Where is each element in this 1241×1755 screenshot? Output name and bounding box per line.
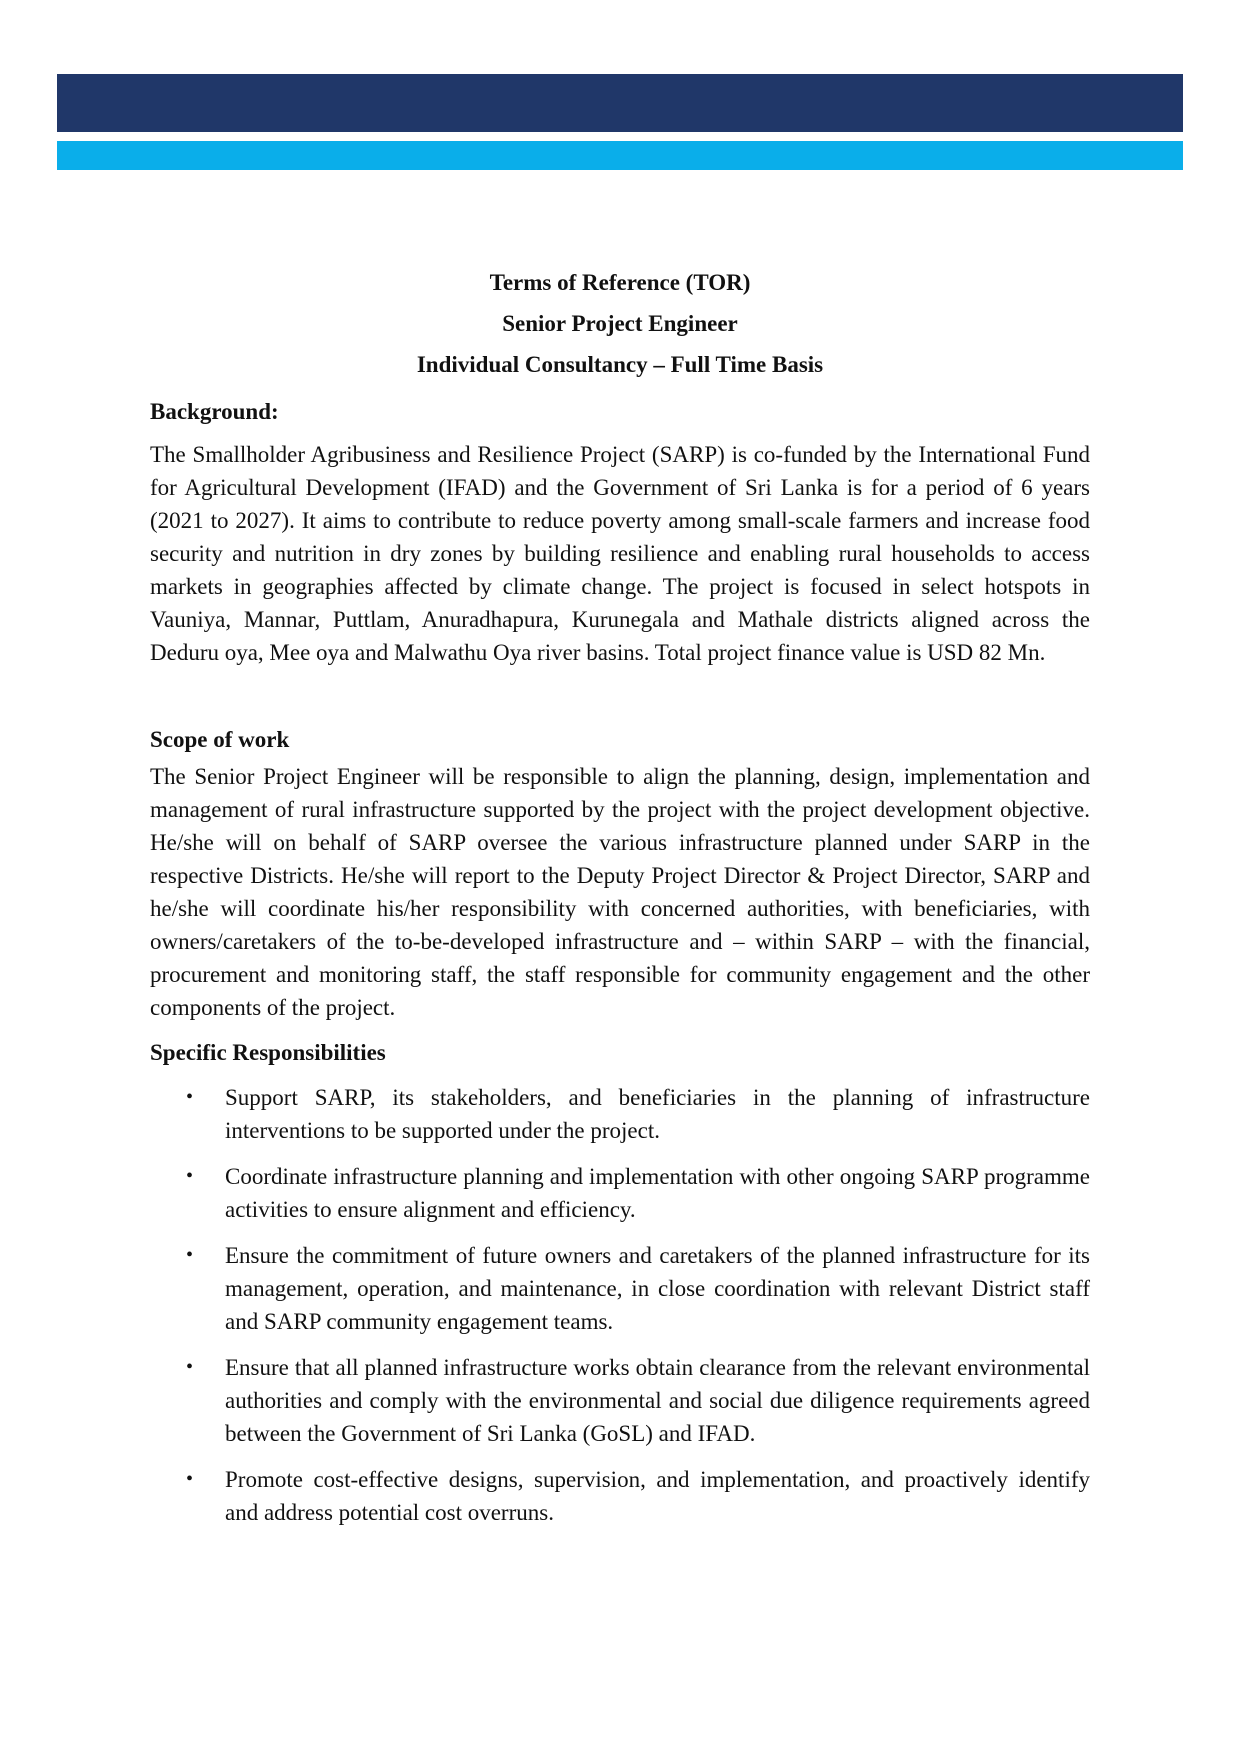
title-line-tor: Terms of Reference (TOR) [489, 270, 751, 295]
title-line-basis: Individual Consultancy – Full Time Basis [416, 352, 824, 377]
list-item [150, 1239, 1090, 1338]
document-title [150, 262, 1090, 385]
scope-heading: Scope of work [150, 727, 290, 752]
scope-paragraph: The Senior Project Engineer will be responsible to align the planning, design, implementation and management of rural infrastructure supported by the project with the project development objective. He/she will on behalf of SARP oversee the various infrastructure planned under SARP in the respective Districts. He/she will report to the Deputy Project Director & Project Director, SARP and he/she will coordinate his/her responsibility with concerned authorities, with beneficiaries, with owners/caretakers of the to-be-developed infrastructure and – within SARP – with the financial, procurement and monitoring staff, the staff responsible for community engagement and the other components of the project. [150, 764, 1090, 1020]
list-item-text: Support SARP, its stakeholders, and beneficiaries in the planning of infrastructure interventions to be supported under the project. [225, 1085, 1090, 1143]
list-item-text: Ensure that all planned infrastructure works obtain clearance from the relevant environmental authorities and comply with the environmental and social due diligence requirements agreed between the Government of Sri Lanka (GoSL) and IFAD. [225, 1355, 1090, 1446]
bullet-icon: • [186, 1165, 194, 1187]
header-band-dark [57, 74, 1183, 132]
bullet-icon: • [186, 1086, 194, 1108]
bullet-icon: • [186, 1356, 194, 1378]
responsibilities-list [150, 1081, 1090, 1529]
list-item [150, 1160, 1090, 1226]
bullet-icon: • [186, 1244, 194, 1266]
title-line-position: Senior Project Engineer [502, 311, 738, 336]
list-item [150, 1463, 1090, 1529]
document-body [150, 262, 1090, 1542]
list-item-text: Promote cost-effective designs, supervision, and implementation, and proactively identify and address potential cost overruns. [225, 1467, 1090, 1525]
header-band-light [57, 141, 1183, 170]
list-item-text: Coordinate infrastructure planning and implementation with other ongoing SARP programme activities to ensure alignment and efficiency. [225, 1164, 1090, 1222]
background-paragraph: The Smallholder Agribusiness and Resilience Project (SARP) is co-funded by the International Fund for Agricultural Development (IFAD) and the Government of Sri Lanka is for a period of 6 years (2021 to 2027). It aims to contribute to reduce poverty among small-scale farmers and increase food security and nutrition in dry zones by building resilience and enabling rural households to access markets in geographies affected by climate change. The project is focused in select hotspots in Vauniya, Mannar, Puttlam, Anuradhapura, Kurunegala and Mathale districts aligned across the Deduru oya, Mee oya and Malwathu Oya river basins. Total project finance value is USD 82 Mn. [150, 442, 1090, 665]
responsibilities-heading: Specific Responsibilities [150, 1040, 386, 1065]
background-heading: Background: [150, 399, 279, 424]
list-item [150, 1351, 1090, 1450]
list-item-text: Ensure the commitment of future owners and caretakers of the planned infrastructure for its management, operation, and maintenance, in close coordination with relevant District staff and SARP community engagement teams. [225, 1243, 1090, 1334]
list-item [150, 1081, 1090, 1147]
bullet-icon: • [186, 1468, 194, 1490]
